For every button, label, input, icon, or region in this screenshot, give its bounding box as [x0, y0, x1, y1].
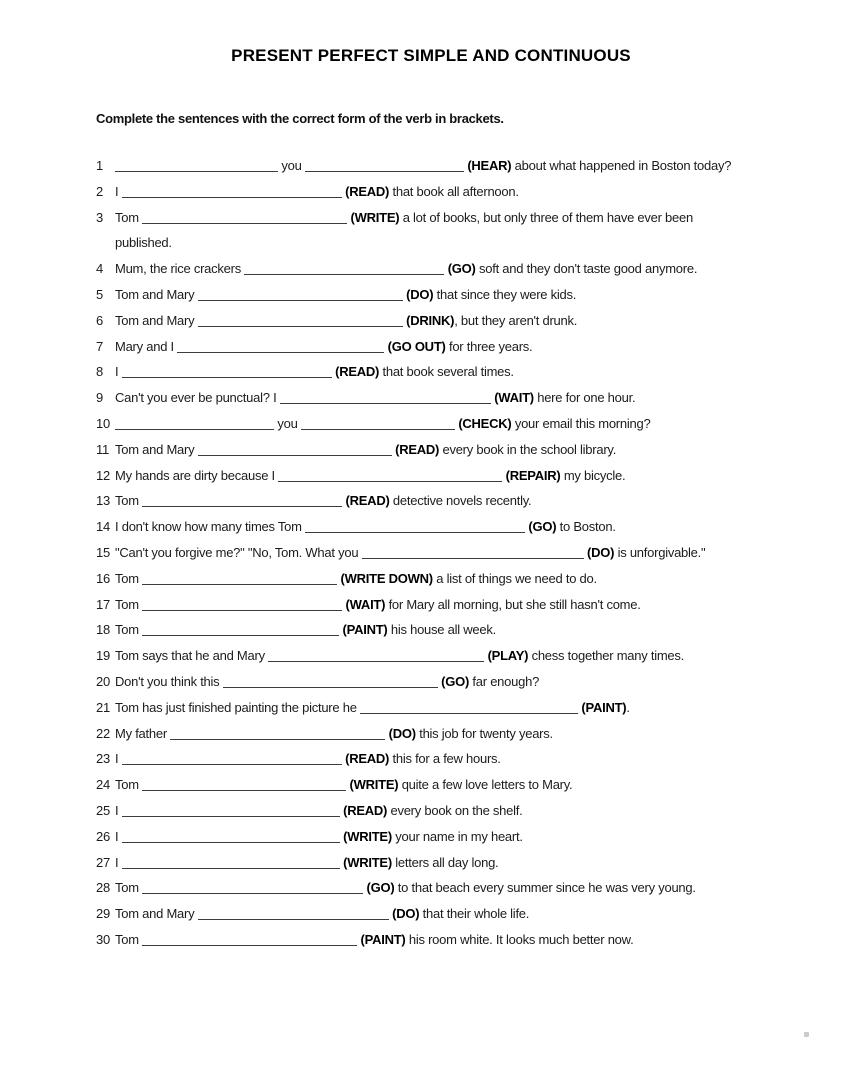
- question-text: I (READ) that book several times.: [115, 364, 514, 380]
- answer-blank: [170, 727, 385, 740]
- question-number: 10: [96, 415, 110, 431]
- question-row: [96, 308, 748, 334]
- question-number: 23: [96, 751, 110, 767]
- question-row: [96, 695, 748, 721]
- question-text: I (READ) that book all afternoon.: [115, 183, 519, 199]
- answer-blank: [142, 211, 347, 224]
- question-row: [96, 437, 748, 463]
- verb-hint: (DO): [406, 286, 434, 302]
- question-number: 26: [96, 828, 110, 844]
- question-text: Mary and I (GO OUT) for three years.: [115, 338, 533, 354]
- question-number: 21: [96, 699, 110, 715]
- question-number: 24: [96, 777, 110, 793]
- question-text: Tom (WRITE DOWN) a list of things we need to do.: [115, 570, 597, 586]
- question-row: [96, 901, 748, 927]
- question-number: 8: [96, 364, 103, 380]
- question-row: [96, 385, 748, 411]
- page-artifact-dot: [804, 1032, 809, 1037]
- answer-blank: [122, 185, 342, 198]
- question-number: 27: [96, 854, 110, 870]
- verb-hint: (HEAR): [467, 158, 512, 173]
- verb-hint: (PAINT): [581, 699, 627, 715]
- question-number: 22: [96, 725, 110, 741]
- answer-blank: [115, 417, 274, 430]
- question-text: Tom (READ) detective novels recently.: [115, 493, 532, 509]
- question-number: 14: [96, 519, 110, 535]
- verb-hint: (READ): [395, 441, 440, 457]
- question-number: 3: [96, 209, 103, 225]
- question-row: [96, 488, 748, 514]
- verb-hint: (WRITE DOWN): [340, 570, 433, 586]
- answer-blank: [360, 701, 578, 714]
- question-number: 28: [96, 880, 110, 896]
- question-text: Tom (WRITE) quite a few love letters to Mary.: [115, 777, 573, 793]
- question-text: I (WRITE) your name in my heart.: [115, 828, 523, 844]
- answer-blank: [122, 804, 340, 817]
- answer-blank: [198, 443, 392, 456]
- answer-blank: [142, 881, 363, 894]
- question-text: I (WRITE) letters all day long.: [115, 854, 499, 870]
- question-text: I (READ) every book on the shelf.: [115, 802, 523, 818]
- verb-hint: (GO OUT): [387, 338, 446, 354]
- verb-hint: (DO): [587, 544, 615, 560]
- verb-hint: (WRITE): [343, 828, 392, 844]
- question-number: 13: [96, 493, 110, 509]
- question-row: [96, 669, 748, 695]
- answer-blank: [122, 830, 340, 843]
- answer-blank: [198, 314, 403, 327]
- question-row: [96, 772, 748, 798]
- answer-blank: [305, 159, 464, 172]
- answer-blank: [223, 675, 438, 688]
- question-number: 25: [96, 802, 110, 818]
- answer-blank: [362, 546, 584, 559]
- question-number: 9: [96, 390, 103, 406]
- question-number: 20: [96, 673, 110, 689]
- answer-blank: [122, 752, 342, 765]
- question-text: I don't know how many times Tom (GO) to Boston.: [115, 519, 616, 535]
- question-text: Tom (PAINT) his room white. It looks much better now.: [115, 931, 634, 947]
- answer-blank: [142, 494, 342, 507]
- question-number: 6: [96, 312, 103, 328]
- verb-hint: (CHECK): [458, 415, 512, 431]
- question-text: "Can't you forgive me?" "No, Tom. What you (DO) is unforgivable.": [115, 544, 706, 560]
- question-row: [96, 875, 748, 901]
- answer-blank: [177, 340, 384, 353]
- question-row: [96, 153, 748, 179]
- question-text: you (CHECK) your email this morning?: [115, 411, 748, 437]
- question-text: I (READ) this for a few hours.: [115, 751, 501, 767]
- question-list: [96, 153, 748, 953]
- question-number: 17: [96, 596, 110, 612]
- question-row: [96, 850, 748, 876]
- question-number: 5: [96, 286, 103, 302]
- question-number: 18: [96, 622, 110, 638]
- answer-blank: [142, 598, 342, 611]
- question-row: [96, 359, 748, 385]
- question-number: 11: [96, 441, 109, 457]
- verb-hint: (READ): [335, 364, 380, 380]
- verb-hint: (WRITE): [343, 854, 392, 870]
- answer-blank: [301, 417, 455, 430]
- question-text: Tom has just finished painting the picture he (PAINT).: [115, 699, 630, 715]
- answer-blank: [122, 856, 340, 869]
- question-row: [96, 463, 748, 489]
- answer-blank: [198, 288, 403, 301]
- verb-hint: (DO): [388, 725, 416, 741]
- question-text: Don't you think this (GO) far enough?: [115, 673, 540, 689]
- answer-blank: [142, 778, 346, 791]
- instruction-text: Complete the sentences with the correct form of the verb in brackets.: [96, 111, 504, 126]
- question-text: Tom and Mary (DO) that their whole life.: [115, 906, 530, 922]
- question-text: Tom and Mary (DRINK), but they aren't drunk.: [115, 312, 578, 328]
- answer-blank: [244, 262, 444, 275]
- question-text: Tom (WAIT) for Mary all morning, but she still hasn't come.: [115, 596, 641, 612]
- verb-hint: (GO): [528, 519, 557, 535]
- verb-hint: (READ): [345, 183, 390, 199]
- answer-blank: [268, 649, 484, 662]
- question-number: 7: [96, 338, 103, 354]
- question-row: [96, 540, 748, 566]
- question-row: [96, 927, 748, 953]
- question-number: 4: [96, 261, 103, 277]
- question-number: 19: [96, 648, 110, 664]
- verb-hint: (READ): [345, 751, 390, 767]
- question-row: [96, 282, 748, 308]
- verb-hint: (READ): [343, 802, 388, 818]
- verb-hint: (READ): [345, 493, 390, 509]
- answer-blank: [142, 933, 357, 946]
- verb-hint: (DRINK): [406, 312, 455, 328]
- question-number: 1: [96, 158, 103, 173]
- question-row: [96, 798, 748, 824]
- answer-blank: [305, 520, 525, 533]
- question-text: My hands are dirty because I (REPAIR) my bicycle.: [115, 467, 626, 483]
- verb-hint: (GO): [447, 261, 476, 277]
- question-row: [96, 721, 748, 747]
- page-title: PRESENT PERFECT SIMPLE AND CONTINUOUS: [231, 46, 631, 65]
- question-row: [96, 824, 748, 850]
- question-text: Tom says that he and Mary (PLAY) chess together many times.: [115, 648, 685, 664]
- answer-blank: [142, 572, 337, 585]
- question-number: 16: [96, 570, 110, 586]
- question-text: you (HEAR) about what happened in Boston today?: [115, 153, 748, 179]
- question-number: 15: [96, 544, 110, 560]
- question-row: [96, 617, 748, 643]
- verb-hint: (PLAY): [487, 648, 529, 664]
- question-row: [96, 514, 748, 540]
- answer-blank: [115, 159, 278, 172]
- verb-hint: (PAINT): [342, 622, 388, 638]
- question-number: 29: [96, 906, 110, 922]
- verb-hint: (WAIT): [494, 390, 534, 406]
- question-row: [96, 411, 748, 437]
- answer-blank: [198, 907, 389, 920]
- verb-hint: (PAINT): [360, 931, 406, 947]
- verb-hint: (GO): [441, 673, 470, 689]
- question-row: [96, 566, 748, 592]
- question-row: [96, 334, 748, 360]
- verb-hint: (WRITE): [349, 777, 399, 793]
- verb-hint: (GO): [366, 880, 395, 896]
- question-row: [96, 746, 748, 772]
- question-text: Mum, the rice crackers (GO) soft and they don't taste good anymore.: [115, 261, 698, 277]
- question-number: 2: [96, 183, 103, 199]
- question-text: Tom (PAINT) his house all week.: [115, 622, 496, 638]
- question-text: Tom and Mary (READ) every book in the school library.: [115, 441, 617, 457]
- question-row: [96, 179, 748, 205]
- question-text: My father (DO) this job for twenty years.: [115, 725, 553, 741]
- answer-blank: [280, 391, 491, 404]
- verb-hint: (WAIT): [345, 596, 386, 612]
- question-number: 12: [96, 467, 110, 483]
- question-text: Can't you ever be punctual? I (WAIT) here for one hour.: [115, 390, 636, 406]
- question-row: [96, 592, 748, 618]
- answer-blank: [278, 469, 502, 482]
- question-text: Tom (GO) to that beach every summer since he was very young.: [115, 880, 696, 896]
- question-text: Tom (WRITE) a lot of books, but only three of them have ever been published.: [115, 209, 693, 251]
- verb-hint: (REPAIR): [505, 467, 561, 483]
- question-number: 30: [96, 931, 110, 947]
- answer-blank: [122, 365, 332, 378]
- question-text: Tom and Mary (DO) that since they were kids.: [115, 286, 577, 302]
- question-row: [96, 643, 748, 669]
- question-row: [96, 205, 748, 257]
- question-row: [96, 256, 748, 282]
- answer-blank: [142, 623, 339, 636]
- verb-hint: (WRITE): [350, 209, 400, 225]
- verb-hint: (DO): [392, 906, 420, 922]
